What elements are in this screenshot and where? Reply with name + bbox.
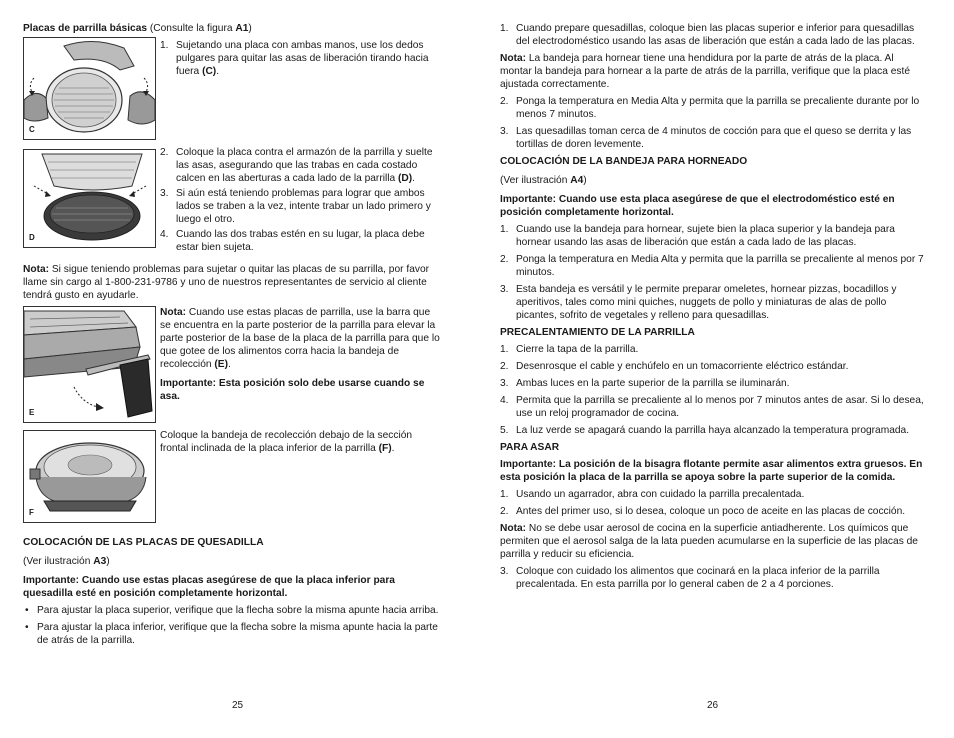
grill-important: Importante: La posición de la bisagra flotante permite asar alimentos extra gruesos. En esta posición la placa de la parrilla se apoya sobre la parte superior de la comida. (500, 459, 923, 483)
steps-2-4 (160, 146, 440, 254)
step-4: 4. Cuando las dos trabas estén en su lugar, la placa debe estar bien sujeta. (160, 229, 425, 253)
quesadilla-ref: (Ver ilustración A3) (23, 556, 110, 567)
bake-heading: COLOCACIÓN DE LA BANDEJA PARA HORNEADO (500, 156, 748, 167)
step-2: 2. Coloque la placa contra el armazón de la parrilla y suelte las asas, asegurando que las trabas en cada costado calcen en las aberturas a cada lado de la parrilla (D). (160, 147, 433, 184)
bake-step-2: 2. Ponga la temperatura en Media Alta y permita que la parrilla se precaliente al menos por 7 minutos. (500, 254, 924, 278)
step-3: 3. Si aún está teniendo problemas para lograr que ambos lados se traben a la vez, intente trabar un lado primero y luego el otro. (160, 188, 431, 225)
quesadilla-step-3: 3. Las quesadillas toman cerca de 4 minutos de cocción para que el queso se derrita y las tortillas de doren levemente. (500, 126, 912, 150)
figure-d-label: D (29, 233, 35, 242)
quesadilla-bullet-2: • Para ajustar la placa inferior, verifique que la flecha sobre la misma apunte hacia la parte de atrás de la parrilla. (25, 622, 438, 646)
figure-c (23, 37, 156, 140)
preheat-heading: PRECALENTAMIENTO DE LA PARRILLA (500, 327, 695, 338)
grill-step-2: 2. Antes del primer uso, si lo desea, coloque un poco de aceite en las placas de cocción. (500, 506, 906, 517)
quesadilla-note: Nota: La bandeja para hornear tiene una hendidura por la parte de atrás de la placa. Al montar la bandeja para hornear a la parte de atrás de la parrilla, verifique que la placa esté ajustada correctamente. (500, 53, 911, 90)
figure-f-illustration (24, 431, 155, 522)
page-number-left: 25 (232, 700, 244, 711)
quesadilla-step-2: 2. Ponga la temperatura en Media Alta y permita que la parrilla se precaliente durante por lo menos 7 minutos. (500, 96, 920, 120)
figure-f (23, 430, 156, 523)
figure-e-illustration (24, 307, 155, 422)
figure-c-label: C (29, 125, 35, 134)
preheat-step-4: 4. Permita que la parrilla se precaliente al lo menos por 7 minutos antes de asar. Si lo desea, use un reloj programador de cocina. (500, 395, 924, 419)
grill-heading: PARA ASAR (500, 442, 560, 453)
preheat-step-1: 1. Cierre la tapa de la parrilla. (500, 344, 639, 355)
figure-f-text: Coloque la bandeja de recolección debajo de la sección frontal inclinada de la placa inferior de la parrilla (F). (160, 430, 413, 454)
figure-e-label: E (29, 408, 35, 417)
preheat-step-5: 5. La luz verde se apagará cuando la parrilla haya alcanzado la temperatura programada. (500, 425, 910, 436)
figure-e (23, 306, 156, 423)
quesadilla-bullet-1: • Para ajustar la placa superior, verifique que la flecha sobre la misma apunte hacia arriba. (25, 605, 439, 616)
note-2-block (160, 306, 440, 403)
page-number-right: 26 (707, 700, 719, 711)
note-1: Nota: Si sigue teniendo problemas para sujetar o quitar las placas de su parrilla, por favor llame sin cargo al 1-800-231-9786 y uno de nuestros representantes de servicio al cliente tendrá gusto en ayudarle. (23, 264, 430, 301)
figure-d-illustration (24, 150, 155, 247)
bake-important: Importante: Cuando use esta placa asegúrese de que el electrodoméstico esté en posición completamente horizontal. (500, 194, 895, 218)
figure-d (23, 149, 156, 248)
left-heading: Placas de parrilla básicas (Consulte la figura A1) (23, 23, 252, 34)
figure-c-illustration (24, 38, 155, 139)
preheat-step-3: 3. Ambas luces en la parte superior de la parrilla se iluminarán. (500, 378, 790, 389)
figure-f-label: F (29, 508, 34, 517)
bake-step-3: 3. Esta bandeja es versátil y le permite preparar omeletes, hornear pizzas, bocadillos y aperitivos, tales como mini quiches, nuggets de pollo y miniaturas de alas de pollo picantes, sofrito de vegetales y relleno para quesadillas. (500, 284, 897, 321)
quesadilla-section (23, 536, 441, 647)
step-1: 1. Sujetando una placa con ambas manos, use los dedos pulgares para quitar las asas de liberación tirando hacia fuera (C). (160, 40, 429, 77)
bake-step-1: 1. Cuando use la bandeja para hornear, sujete bien la placa superior y la bandeja para hornear usando las asas de liberación que están a cada lado de las placas. (500, 224, 895, 248)
note-2: Nota: Cuando use estas placas de parrilla, use la barra que se encuentra en la parte posterior de la parrilla para elevar la parte posterior de la base de la placa de la parrilla para que lo que gotee de los alimentos corra hacia la bandeja de recolección (E). (160, 307, 440, 370)
grill-note: Nota: No se debe usar aerosol de cocina en la superficie antiadherente. Los químicos que permiten que el aerosol salga de la lata pueden acumularse en la superficie de las placas de parrilla y reducir su eficiencia. (500, 523, 918, 560)
grill-step-1: 1. Usando un agarrador, abra con cuidado la parrilla precalentada. (500, 489, 805, 500)
quesadilla-step-1: 1. Cuando prepare quesadillas, coloque bien las placas superior e inferior para quesadillas del electrodoméstico usando las asas de liberación que están a cada lado de las placas. (500, 23, 915, 47)
right-column (500, 22, 925, 591)
bake-ref: (Ver ilustración A4) (500, 175, 587, 186)
grill-step-3: 3. Coloque con cuidado los alimentos que cocinará en la placa inferior de la parrilla precalentada. En esta parrilla por lo general caben de 2 a 4 porciones. (500, 566, 880, 590)
quesadilla-heading: COLOCACIÓN DE LAS PLACAS DE QUESADILLA (23, 537, 264, 548)
important-e: Importante: Esta posición solo debe usarse cuando se asa. (160, 378, 425, 402)
heading-title: Placas de parrilla básicas (23, 23, 148, 34)
quesadilla-important: Importante: Cuando use estas placas asegúrese de que la placa inferior para quesadilla esté en posición completamente horizontal. (23, 575, 395, 599)
preheat-step-2: 2. Desenrosque el cable y enchúfelo en un tomacorriente eléctrico estándar. (500, 361, 849, 372)
